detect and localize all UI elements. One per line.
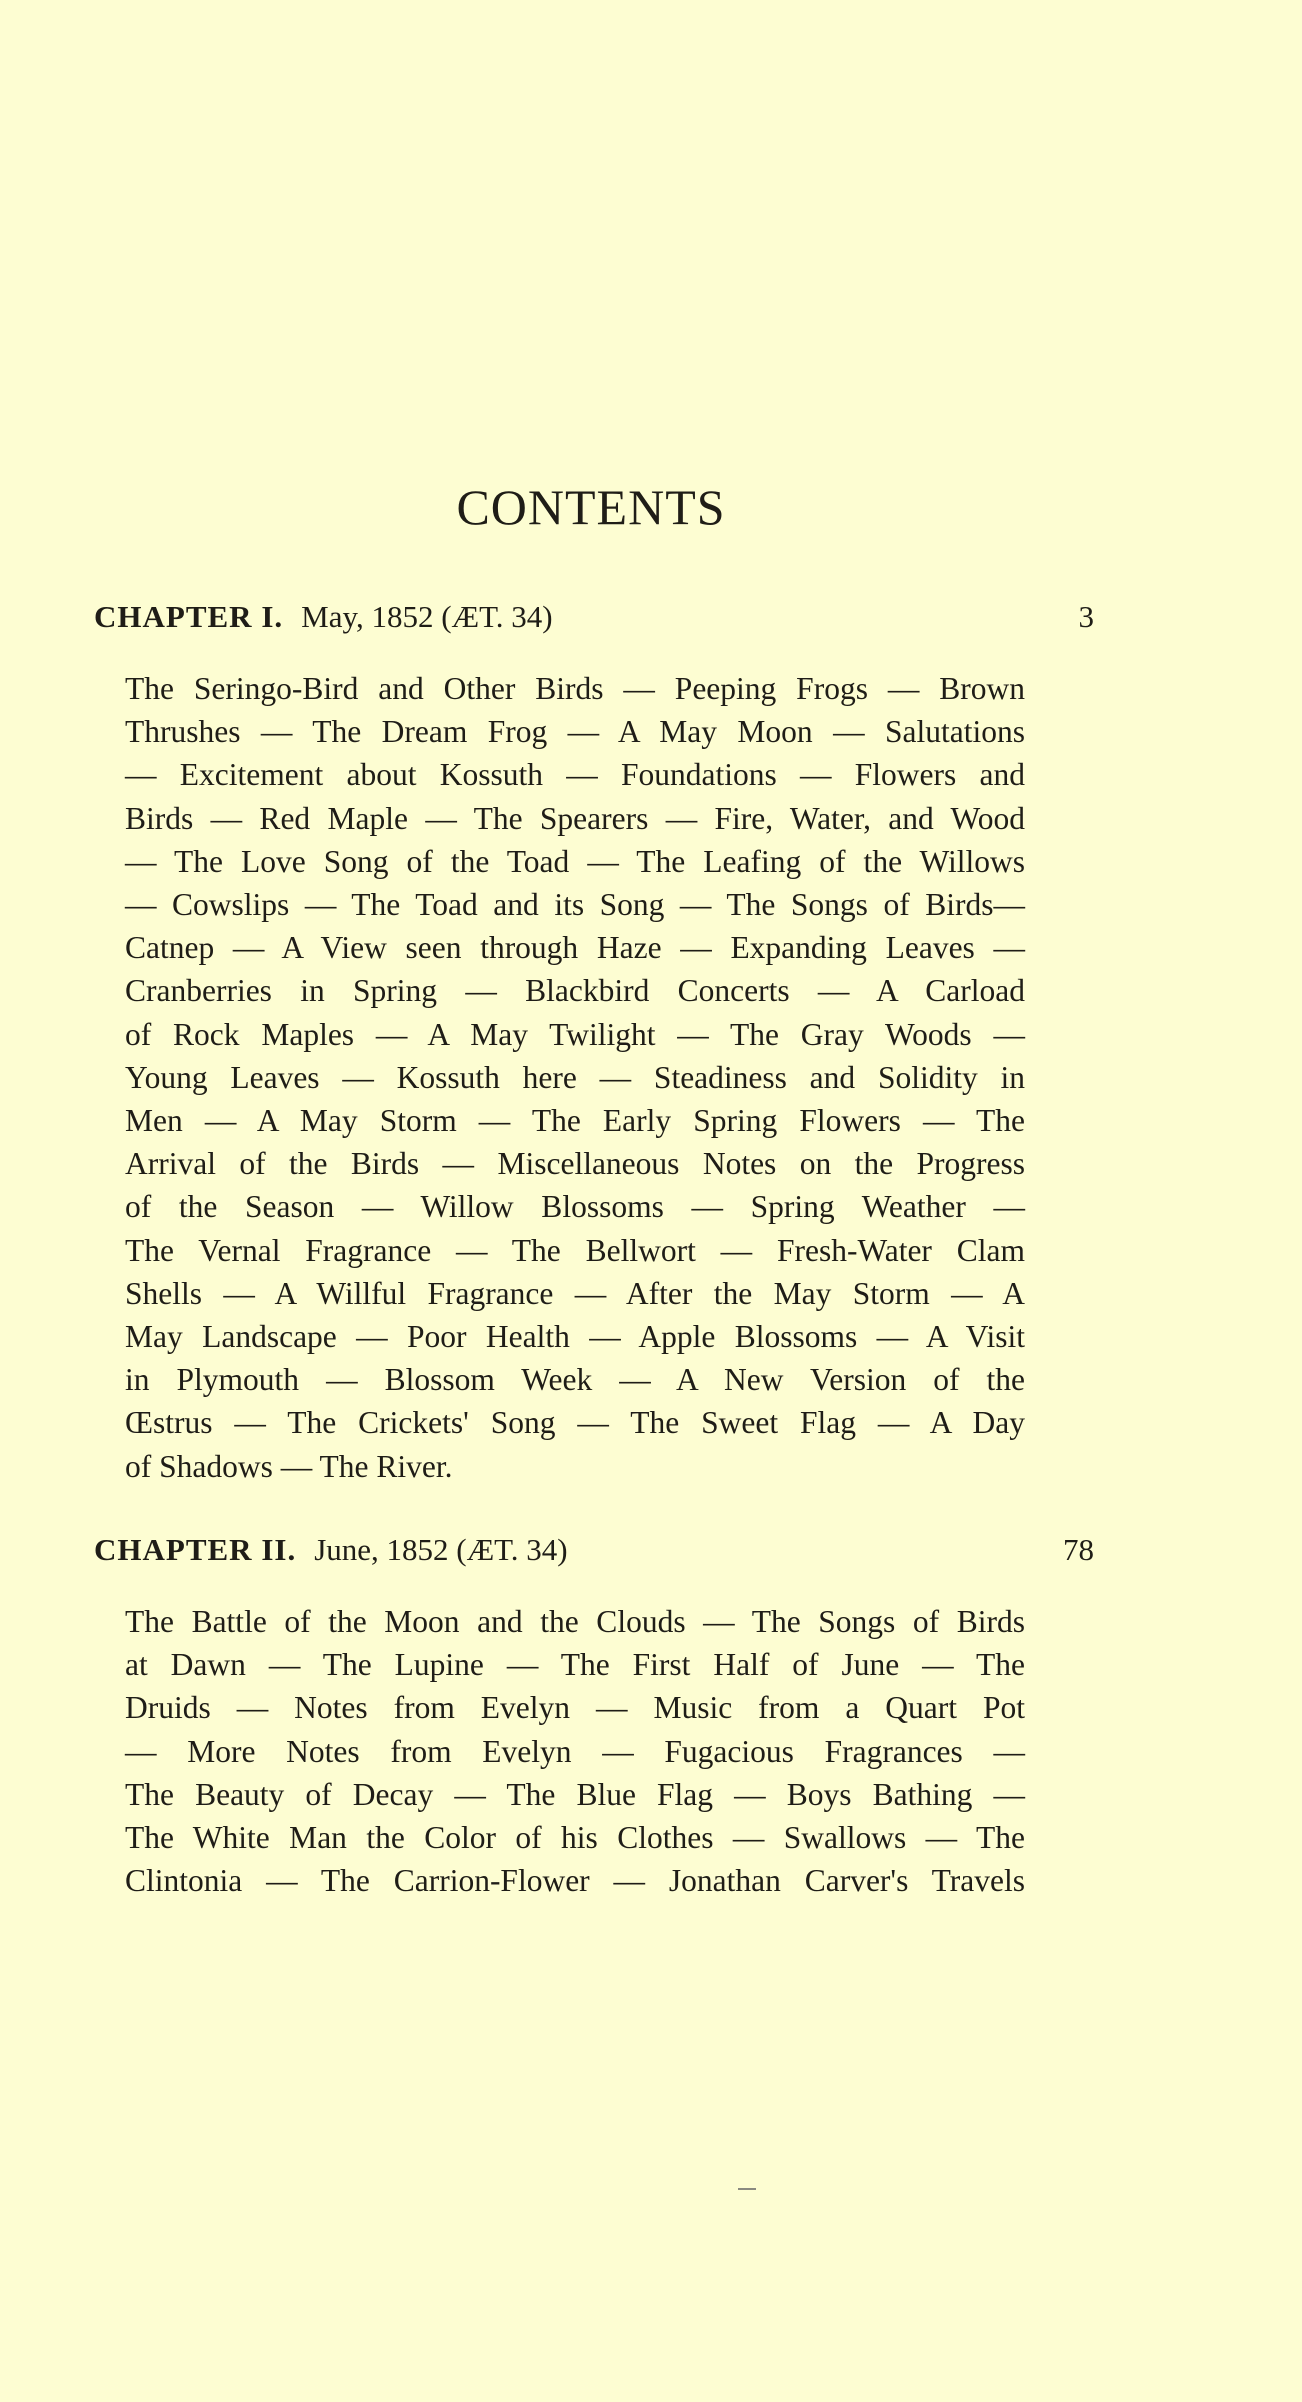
summary-line: — More Notes from Evelyn — Fugacious Fragrances — [125, 1733, 1025, 1769]
summary-line: of the Season — Willow Blossoms — Spring Weather — [125, 1189, 1025, 1225]
summary-line: Catnep — A View seen through Haze — Expanding Leaves — [125, 930, 1025, 966]
summary-line: May Landscape — Poor Health — Apple Blossoms — A Visit [125, 1319, 1025, 1355]
summary-line: of Rock Maples — A May Twilight — The Gray Woods — [125, 1016, 1025, 1052]
chapter-1-page-number: 3 [1078, 599, 1094, 634]
summary-line: in Plymouth — Blossom Week — A New Version of the [125, 1362, 1025, 1398]
summary-line: Thrushes — The Dream Frog — A May Moon — Salutations [125, 714, 1025, 750]
summary-line: Clintonia — The Carrion-Flower — Jonathan Carver's Travels [125, 1863, 1025, 1899]
summary-line: The Vernal Fragrance — The Bellwort — Fresh-Water Clam [125, 1232, 1025, 1268]
chapter-1-summary [125, 667, 1025, 1488]
summary-line: The White Man the Color of his Clothes — Swallows — The [125, 1820, 1025, 1856]
summary-line: — Excitement about Kossuth — Foundations — Flowers and [125, 757, 1025, 793]
chapter-2-label: CHAPTER II. [94, 1532, 297, 1567]
summary-line: The Seringo-Bird and Other Birds — Peeping Frogs — Brown [125, 671, 1025, 706]
chapter-2-page-number: 78 [1063, 1532, 1094, 1567]
summary-line: Druids — Notes from Evelyn — Music from a Quart Pot [125, 1690, 1025, 1726]
summary-line: The Battle of the Moon and the Clouds — The Songs of Birds [125, 1604, 1025, 1639]
chapter-1-date: May, 1852 (ÆT. 34) [301, 599, 553, 634]
summary-line: Shells — A Willful Fragrance — After the May Storm — A [125, 1275, 1025, 1311]
summary-line: Œstrus — The Crickets' Song — The Sweet Flag — A Day [125, 1405, 1025, 1441]
chapter-1-heading [94, 597, 1094, 637]
summary-line: Young Leaves — Kossuth here — Steadiness and Solidity in [125, 1059, 1025, 1095]
summary-line: — Cowslips — The Toad and its Song — The Songs of Birds— [125, 887, 1025, 923]
summary-line: of Shadows — The River. [125, 1448, 453, 1484]
page-title: CONTENTS [456, 479, 726, 535]
print-mark [738, 2188, 756, 2190]
summary-line: at Dawn — The Lupine — The First Half of June — The [125, 1647, 1025, 1683]
summary-line: Birds — Red Maple — The Spearers — Fire, Water, and Wood [125, 800, 1025, 836]
chapter-2-heading [94, 1530, 1094, 1570]
summary-line: Cranberries in Spring — Blackbird Concerts — A Carload [125, 973, 1025, 1009]
chapter-2-date: June, 1852 (ÆT. 34) [314, 1532, 568, 1567]
chapter-1-entry [94, 597, 1094, 1488]
chapter-2-summary [125, 1600, 1025, 1902]
summary-line: Arrival of the Birds — Miscellaneous Notes on the Progress [125, 1146, 1025, 1182]
summary-line: The Beauty of Decay — The Blue Flag — Boys Bathing — [125, 1776, 1025, 1812]
summary-line: — The Love Song of the Toad — The Leafing of the Willows [125, 843, 1025, 879]
chapter-2-entry [94, 1530, 1094, 1902]
chapter-1-label: CHAPTER I. [94, 599, 284, 634]
summary-line: Men — A May Storm — The Early Spring Flowers — The [125, 1103, 1025, 1139]
